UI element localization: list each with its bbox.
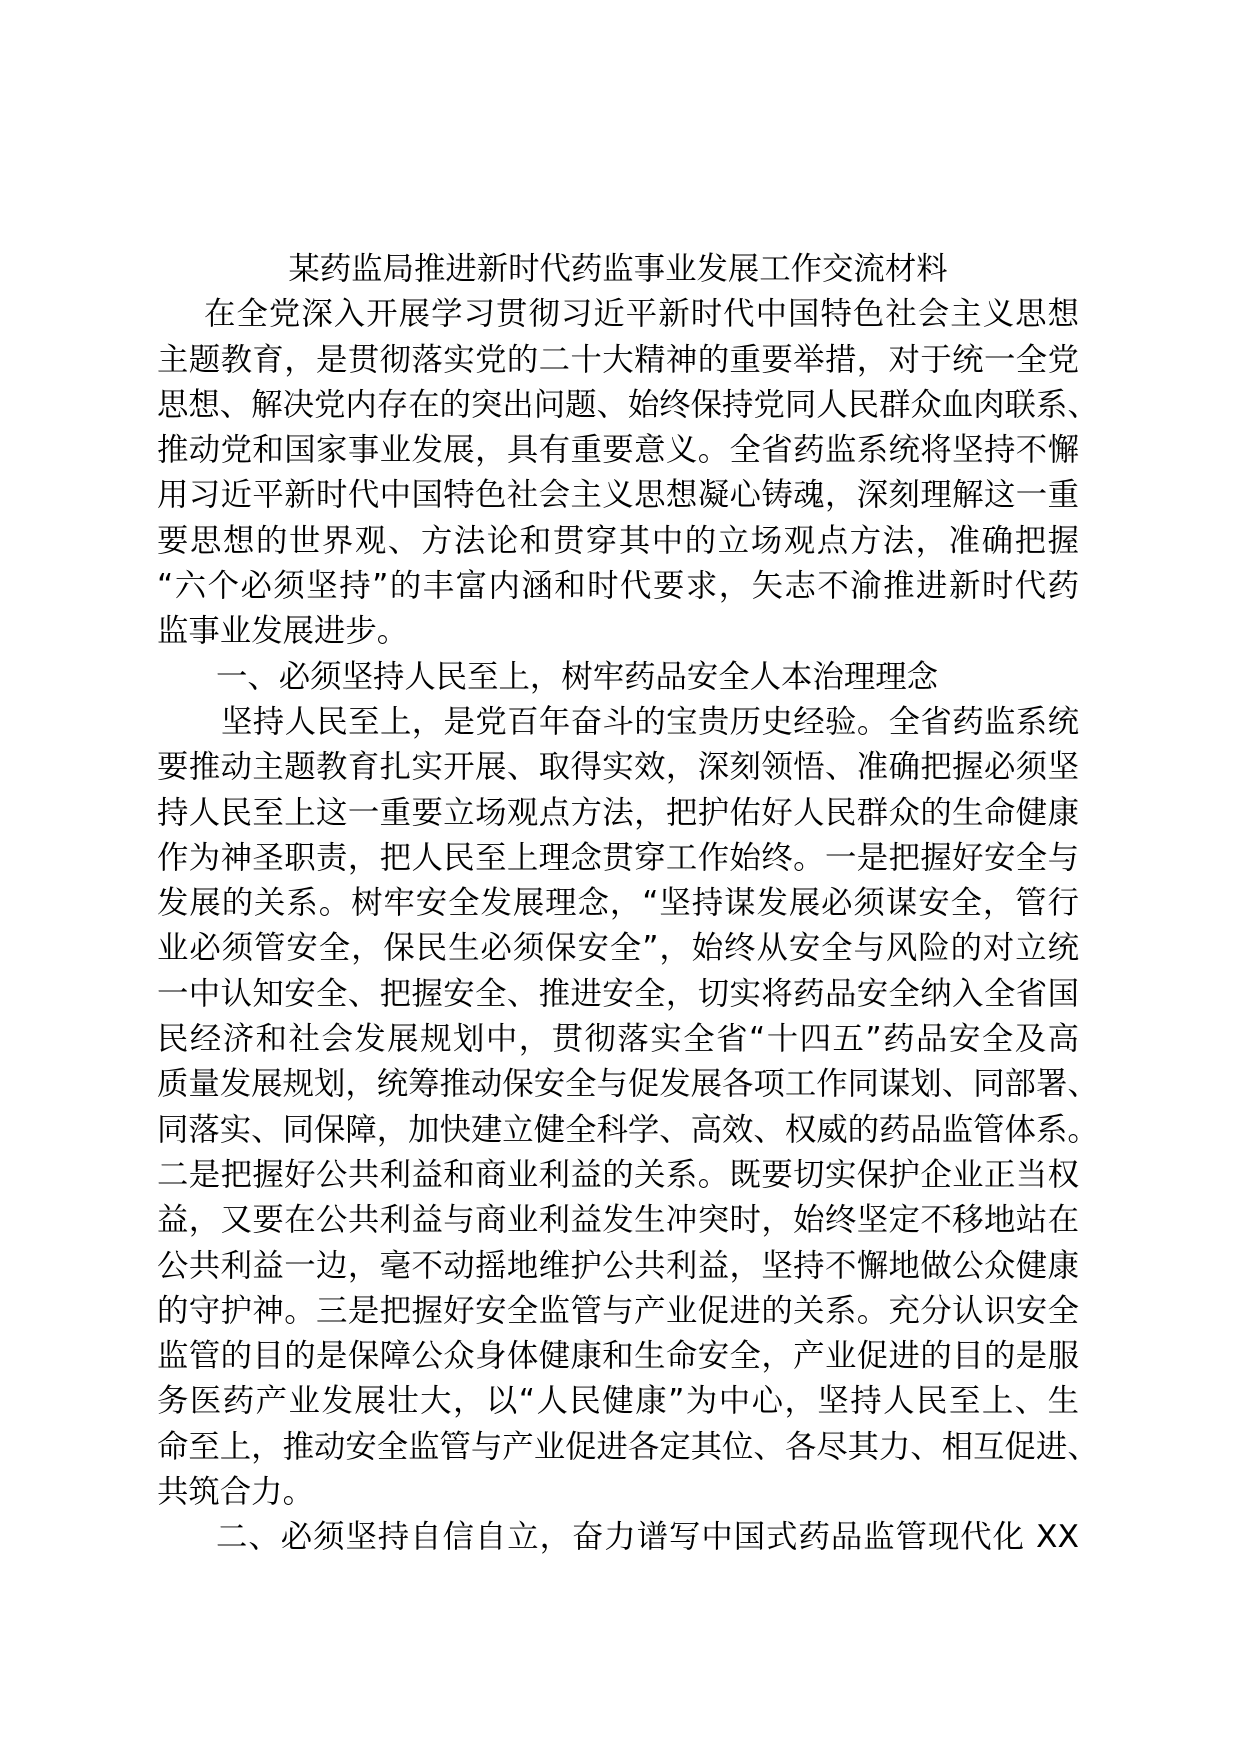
section-line: 发展的关系。树牢安全发展理念，“坚持谋发展必须谋安全，管行 xyxy=(157,885,1079,922)
section-line: 作为神圣职责，把人民至上理念贯穿工作始终。一是把握好安全与 xyxy=(157,839,1079,876)
section-line: 一中认知安全、把握安全、推进安全，切实将药品安全纳入全省国 xyxy=(157,975,1079,1012)
section-line: 同落实、同保障，加快建立健全科学、高效、权威的药品监管体系。 xyxy=(157,1111,1099,1148)
section-line: 坚持人民至上，是党百年奋斗的宝贵历史经验。全省药监系统 xyxy=(221,703,1079,740)
section-line: 质量发展规划，统筹推动保安全与促发展各项工作同谋划、同部署、 xyxy=(157,1066,1099,1103)
section-line: 二是把握好公共利益和商业利益的关系。既要切实保护企业正当权 xyxy=(157,1156,1079,1193)
intro-line: 用习近平新时代中国特色社会主义思想凝心铸魂，深刻理解这一重 xyxy=(157,477,1079,514)
intro-line: 在全党深入开展学习贯彻习近平新时代中国特色社会主义思想 xyxy=(204,296,1079,333)
section-paragraph xyxy=(157,700,1099,1515)
intro-line: 要思想的世界观、方法论和贯穿其中的立场观点方法，准确把握 xyxy=(157,522,1079,559)
section-line: 监管的目的是保障公众身体健康和生命安全，产业促进的目的是服 xyxy=(157,1338,1079,1375)
section-line: 的守护神。三是把握好安全监管与产业促进的关系。充分认识安全 xyxy=(157,1292,1079,1329)
section-line: 益，又要在公共利益与商业利益发生冲突时，始终坚定不移地站在 xyxy=(157,1202,1079,1239)
intro-line: 监事业发展进步。 xyxy=(157,613,409,650)
section-line: 务医药产业发展壮大，以“人民健康”为中心，坚持人民至上、生 xyxy=(157,1383,1079,1420)
section-line: 命至上，推动安全监管与产业促进各定其位、各尽其力、相互促进、 xyxy=(157,1428,1099,1465)
document-title: 某药监局推进新时代药监事业发展工作交流材料 xyxy=(288,251,948,287)
intro-line: 推动党和国家事业发展，具有重要意义。全省药监系统将坚持不懈 xyxy=(157,432,1079,469)
section-heading: 二、必须坚持自信自立，奋力谱写中国式药品监管现代化 XX xyxy=(216,1519,1079,1556)
section-line: 民经济和社会发展规划中，贯彻落实全省“十四五”药品安全及高 xyxy=(157,1021,1079,1058)
section-line: 要推动主题教育扎实开展、取得实效，深刻领悟、准确把握必须坚 xyxy=(157,749,1079,786)
intro-paragraph xyxy=(157,292,1099,654)
section-line: 共筑合力。 xyxy=(157,1474,314,1511)
text-column xyxy=(157,247,1099,1561)
section-heading: 一、必须坚持人民至上，树牢药品安全人本治理理念 xyxy=(216,658,938,695)
section-line: 持人民至上这一重要立场观点方法，把护佑好人民群众的生命健康 xyxy=(157,794,1079,831)
section-line: 公共利益一边，毫不动摇地维护公共利益，坚持不懈地做公众健康 xyxy=(157,1247,1079,1284)
intro-line: “六个必须坚持”的丰富内涵和时代要求，矢志不渝推进新时代药 xyxy=(157,568,1079,605)
section-line: 业必须管安全，保民生必须保安全”，始终从安全与风险的对立统 xyxy=(157,930,1079,967)
intro-line: 思想、解决党内存在的突出问题、始终保持党同人民群众血肉联系、 xyxy=(157,386,1099,423)
intro-line: 主题教育，是贯彻落实党的二十大精神的重要举措，对于统一全党 xyxy=(157,341,1079,378)
